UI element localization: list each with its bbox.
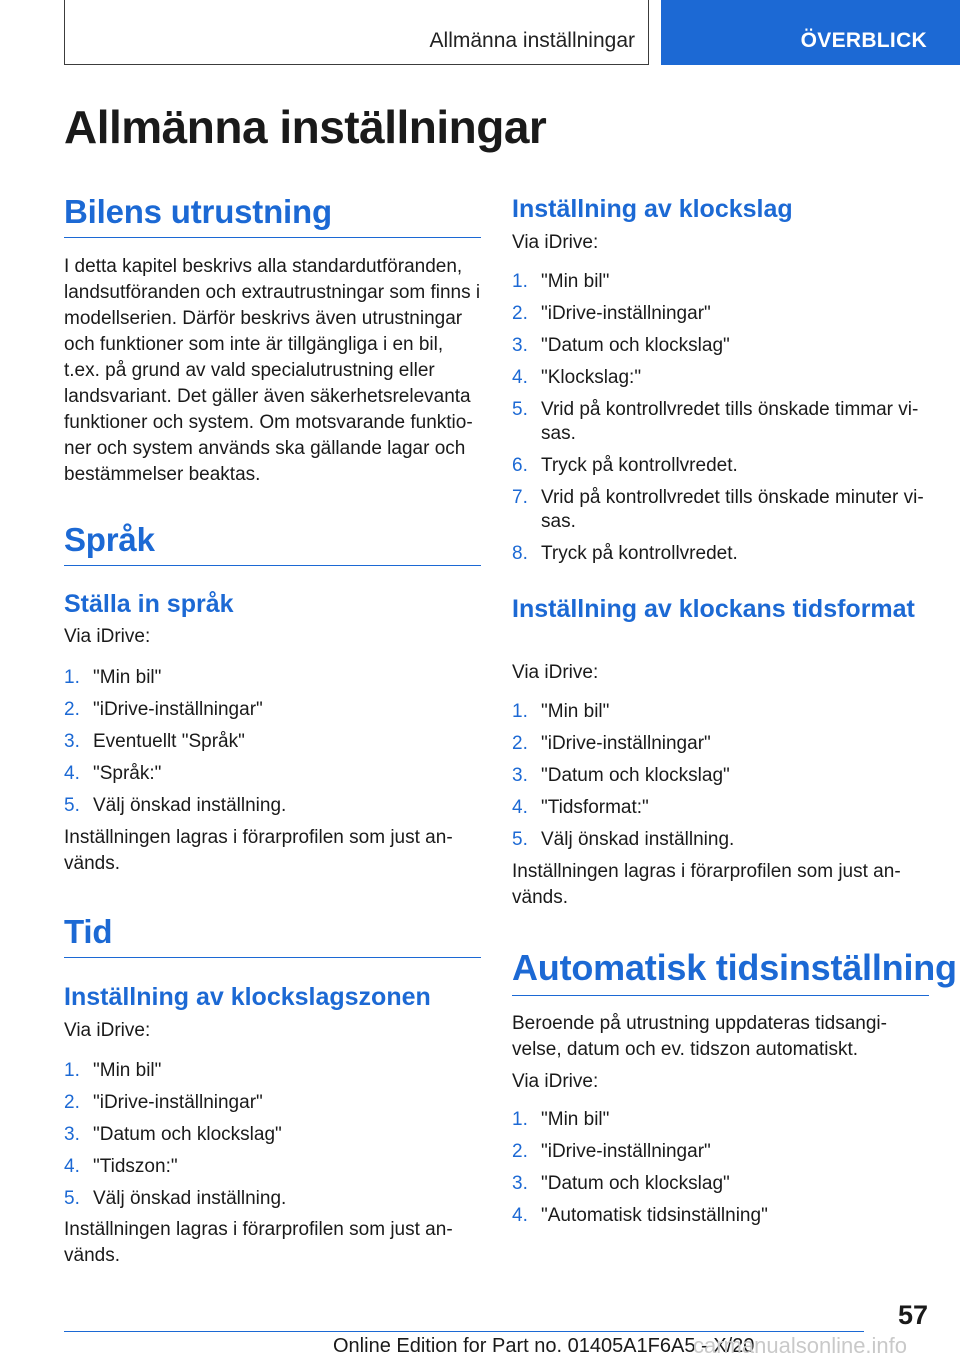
tidsformat-note: Inställningen lagras i förarprofilen som just används. [512,861,901,908]
tid-steps [64,1059,481,1219]
list-item: 4. "Tidszon:" [64,1156,178,1177]
automatisk-via-idrive: Via iDrive: [512,1071,599,1092]
section-sprak [64,521,481,566]
list-item: 4. "Automatisk tidsinställning" [512,1205,768,1226]
sprak-steps [64,666,481,826]
list-item: 2. "iDrive-inställningar" [64,1092,263,1113]
klockslag-steps [512,270,929,574]
list-item: 1. "Min bil" [512,1109,610,1130]
heading-sprak: Språk [64,521,481,566]
list-item: 3. "Datum och klockslag" [512,1173,730,1194]
header-chapter-tab-label: Allmänna inställningar [429,29,635,52]
klockslag-via-idrive: Via iDrive: [512,232,599,253]
heading-klockans-tidsformat: Inställning av klockans tidsformat [512,595,915,623]
section-tid [64,913,481,958]
tid-note: Inställningen lagras i förarprofilen som just används. [64,1219,453,1266]
tidsformat-via-idrive: Via iDrive: [512,662,599,683]
list-item: 3. "Datum och klockslag" [512,765,730,786]
heading-stalla-in-sprak: Ställa in språk [64,590,234,618]
footer-watermark: carmanualsonline.info [693,1333,908,1358]
list-item: 1. "Min bil" [64,1060,162,1081]
list-item: 3. "Datum och klockslag" [512,335,730,356]
sprak-via-idrive: Via iDrive: [64,626,151,647]
header-section-tab[interactable] [661,0,960,65]
list-item: 4. "Tidsformat:" [512,797,649,818]
heading-installning-klockslag: Inställning av klockslag [512,195,793,223]
heading-tid: Tid [64,913,481,958]
list-item: 4. "Språk:" [64,763,162,784]
list-item: 5. Välj önskad inställning. [64,795,287,816]
list-item: 5. Välj önskad inställning. [512,829,735,850]
footer-divider [64,1331,864,1332]
page-number: 57 [897,1300,928,1330]
tidsformat-steps [512,700,929,860]
list-item: 1. "Min bil" [64,667,162,688]
list-item: 1. "Min bil" [512,271,610,292]
section-automatisk-tidsinstallning [512,947,957,996]
list-item: 4. "Klockslag:" [512,367,642,388]
sprak-note: Inställningen lagras i förarprofilen som just används. [64,827,453,874]
automatisk-body: Beroende på utrustning uppdateras tidsangivelse, datum och ev. tidszon automatiskt. [512,1013,887,1060]
list-item: 3. "Datum och klockslag" [64,1124,282,1145]
heading-klockslagszonen: Inställning av klockslagszonen [64,983,431,1011]
footer-edition: Online Edition for Part no. 01405A1F6A5 - X/20 [333,1335,755,1357]
list-item: 6. Tryck på kontrollvredet. [512,455,738,476]
list-item: 2. "iDrive-inställningar" [64,699,263,720]
list-item: 2. "iDrive-inställningar" [512,733,711,754]
heading-bilens-utrustning: Bilens utrustning [64,193,481,238]
list-item: 7. Vrid på kontrollvredet tills önskade minuter visas. [512,487,924,532]
tid-via-idrive: Via iDrive: [64,1020,151,1041]
list-item: 3. Eventuellt "Språk" [64,731,245,752]
automatisk-steps [512,1108,929,1236]
header-section-tab-label: ÖVERBLICK [800,29,927,52]
list-item: 5. Välj önskad inställning. [64,1188,287,1209]
list-item: 2. "iDrive-inställningar" [512,1141,711,1162]
heading-automatisk-tidsinstallning: Automatisk tidsinställning [512,947,929,996]
header-chapter-tab[interactable] [64,0,649,65]
list-item: 5. Vrid på kontrollvredet tills önskade timmar visas. [512,399,919,444]
list-item: 2. "iDrive-inställningar" [512,303,711,324]
section-bilens-utrustning [64,193,481,238]
list-item: 8. Tryck på kontrollvredet. [512,543,738,564]
list-item: 1. "Min bil" [512,701,610,722]
bilens-utrustning-body: I detta kapitel beskrivs alla standardutföranden, landsutföranden och extrautrustningar som finns i modellserien. Därför beskrivs även utrustningar och funktioner som inte är tillgängliga i en bil, t.ex. på grund av vald specialutrustning eller landsvariant. Det gäller även säkerhetsrelevanta funktioner och system. Om motsvarande funktioner och system används ska gällande lagar och bestämmelser beaktas. [64,256,481,485]
page-title: Allmänna inställningar [64,101,547,153]
